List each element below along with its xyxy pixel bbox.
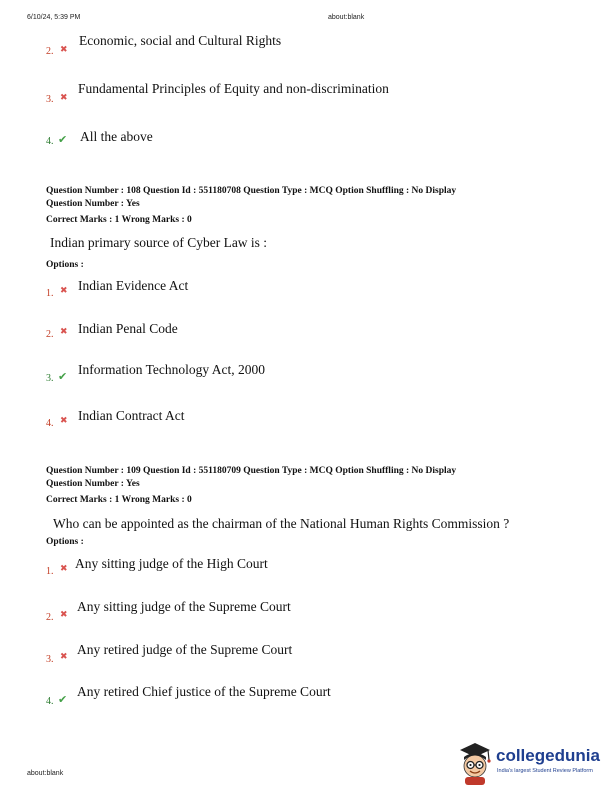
question-marks: Correct Marks : 1 Wrong Marks : 0 xyxy=(46,495,192,505)
option-text: Any retired Chief justice of the Supreme Court xyxy=(77,684,331,699)
wrong-mark-icon: ✖ xyxy=(60,416,68,426)
option-number: 3. xyxy=(46,94,54,105)
options-label: Options : xyxy=(46,260,84,270)
wrong-mark-icon: ✖ xyxy=(60,610,68,620)
check-mark-icon: ✔ xyxy=(58,370,68,383)
option-number: 3. xyxy=(46,373,54,384)
option-text: Any retired judge of the Supreme Court xyxy=(77,642,293,657)
option-number: 3. xyxy=(46,654,54,665)
option-text: Information Technology Act, 2000 xyxy=(78,362,266,377)
question-meta-line: Question Number : 108 Question Id : 551180708 Question Type : MCQ Option Shuffling : No Display xyxy=(46,186,457,196)
option-text: Fundamental Principles of Equity and non-discrimination xyxy=(78,81,389,96)
question-marks: Correct Marks : 1 Wrong Marks : 0 xyxy=(46,215,192,225)
option-number: 4. xyxy=(46,696,54,707)
student-mascot-icon xyxy=(456,740,494,786)
option-number: 1. xyxy=(46,288,54,299)
brand-tagline: India's largest Student Review Platform xyxy=(497,768,593,774)
wrong-mark-icon: ✖ xyxy=(60,286,68,296)
options-label: Options : xyxy=(46,537,84,547)
print-url: about:blank xyxy=(328,14,365,21)
option-number: 2. xyxy=(46,46,54,57)
option-number: 4. xyxy=(46,136,54,147)
wrong-mark-icon: ✖ xyxy=(60,327,68,337)
wrong-mark-icon: ✖ xyxy=(60,45,68,55)
question-text: Who can be appointed as the chairman of the National Human Rights Commission ? xyxy=(53,516,510,531)
question-meta-line-2: Question Number : Yes xyxy=(46,199,140,209)
brand-name: collegedunia xyxy=(496,746,600,765)
question-text: Indian primary source of Cyber Law is : xyxy=(50,235,268,250)
collegedunia-logo xyxy=(456,740,606,788)
option-text: Indian Penal Code xyxy=(78,321,178,336)
option-text: Indian Contract Act xyxy=(78,408,185,423)
option-text: Economic, social and Cultural Rights xyxy=(79,33,282,48)
wrong-mark-icon: ✖ xyxy=(60,652,68,662)
wrong-mark-icon: ✖ xyxy=(60,564,68,574)
option-text: Any sitting judge of the Supreme Court xyxy=(77,599,291,614)
check-mark-icon: ✔ xyxy=(58,133,68,146)
option-number: 1. xyxy=(46,566,54,577)
option-number: 2. xyxy=(46,329,54,340)
footer-url: about:blank xyxy=(27,770,64,777)
option-text: All the above xyxy=(80,129,153,144)
check-mark-icon: ✔ xyxy=(58,693,68,706)
option-number: 4. xyxy=(46,418,54,429)
print-datetime: 6/10/24, 5:39 PM xyxy=(27,14,81,21)
option-text: Indian Evidence Act xyxy=(78,278,189,293)
option-number: 2. xyxy=(46,612,54,623)
question-meta-line: Question Number : 109 Question Id : 551180709 Question Type : MCQ Option Shuffling : No Display xyxy=(46,466,457,476)
wrong-mark-icon: ✖ xyxy=(60,93,68,103)
option-text: Any sitting judge of the High Court xyxy=(75,556,268,571)
question-meta-line-2: Question Number : Yes xyxy=(46,479,140,489)
